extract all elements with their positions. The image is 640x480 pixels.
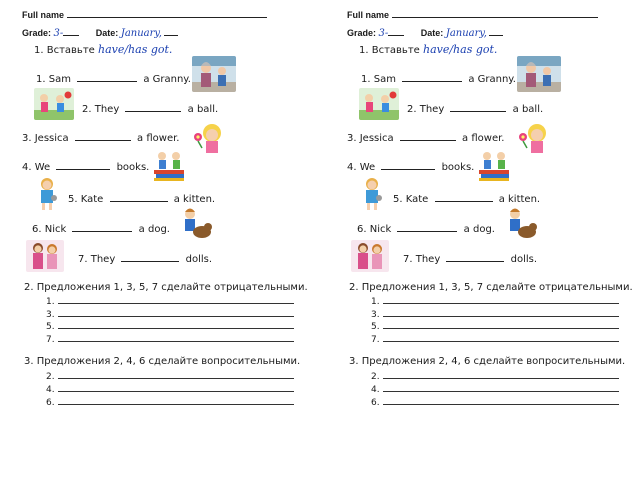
task2-item: [371, 320, 619, 332]
sentence-subject: Sam: [48, 74, 71, 85]
sentence-num: 7.: [78, 254, 88, 265]
sentence-subject: We: [34, 162, 51, 173]
grade-blank[interactable]: [388, 26, 404, 36]
girls-with-dolls-picture: [351, 240, 389, 272]
sentence-num: 2.: [407, 104, 417, 115]
sentence-subject: Sam: [373, 74, 396, 85]
answer-line[interactable]: [58, 295, 294, 304]
sentence-num: 4.: [22, 162, 32, 173]
task2-item: [46, 333, 294, 345]
grade-label: Grade:: [347, 28, 377, 38]
task2-item: [46, 308, 294, 320]
answer-blank[interactable]: [450, 102, 506, 112]
sentence-num: 3.: [347, 133, 357, 144]
date-blank[interactable]: [164, 26, 178, 36]
item-num: 6.: [371, 398, 380, 408]
answer-line[interactable]: [383, 370, 619, 379]
answer-blank[interactable]: [121, 252, 179, 262]
sentence-num: 5.: [393, 194, 403, 205]
sentence-5: [68, 192, 215, 205]
item-num: 1.: [371, 297, 380, 307]
task3-item: [371, 396, 619, 408]
full-name-row: [22, 8, 267, 20]
granny-picture: [517, 56, 561, 92]
girl-with-flower-picture: [190, 120, 230, 156]
date-label: Date:: [420, 28, 444, 38]
item-num: 4.: [371, 385, 380, 395]
grade-row: [347, 26, 503, 39]
sentence-num: 6.: [32, 224, 42, 235]
sentence-end: a flower.: [137, 133, 180, 144]
sentence-subject: Jessica: [359, 133, 394, 144]
task3-item: [371, 370, 619, 382]
item-num: 3.: [371, 310, 380, 320]
sentence-5: [393, 192, 540, 205]
grade-value: 3-: [378, 28, 389, 39]
answer-blank[interactable]: [402, 72, 462, 82]
answer-blank[interactable]: [56, 160, 110, 170]
sentence-3: [347, 131, 504, 144]
answer-blank[interactable]: [446, 252, 504, 262]
date-value: January,: [445, 28, 487, 39]
children-with-books-picture: [150, 148, 188, 182]
full-name-label: Full name: [347, 10, 390, 20]
sentence-7: [403, 252, 537, 265]
sentence-end: a kitten.: [173, 194, 216, 205]
item-num: 7.: [371, 335, 380, 345]
item-num: 5.: [371, 322, 380, 332]
item-num: 2.: [46, 372, 55, 382]
grade-blank[interactable]: [63, 26, 79, 36]
sentence-end: a Granny.: [143, 74, 191, 85]
date-label: Date:: [95, 28, 119, 38]
grade-row: [22, 26, 178, 39]
item-num: 4.: [46, 385, 55, 395]
full-name-label: Full name: [22, 10, 65, 20]
answer-blank[interactable]: [381, 160, 435, 170]
sentence-3: [22, 131, 179, 144]
answer-blank[interactable]: [397, 222, 457, 232]
granny-picture: [192, 56, 236, 92]
sentence-subject: They: [90, 254, 116, 265]
sentence-num: 1.: [36, 74, 46, 85]
task2-item: [46, 295, 294, 307]
task1-title-highlight: have/has got.: [97, 43, 173, 56]
answer-line[interactable]: [58, 383, 294, 392]
sentence-end: a Granny.: [468, 74, 516, 85]
sentence-6: [32, 222, 170, 235]
item-num: 7.: [46, 335, 55, 345]
worksheet-right: [343, 0, 640, 480]
sentence-end: a dog.: [463, 224, 495, 235]
answer-line[interactable]: [58, 370, 294, 379]
sentence-subject: Kate: [405, 194, 429, 205]
task3-title: 3. Предложения 2, 4, 6 сделайте вопросительными.: [24, 356, 301, 367]
task3-item: [46, 370, 294, 382]
task3-item: [46, 396, 294, 408]
item-num: 1.: [46, 297, 55, 307]
task2-item: [46, 320, 294, 332]
answer-blank[interactable]: [110, 192, 168, 202]
answer-blank[interactable]: [435, 192, 493, 202]
full-name-blank[interactable]: [67, 8, 267, 18]
answer-blank[interactable]: [77, 72, 137, 82]
answer-line[interactable]: [383, 396, 619, 405]
boy-with-dog-picture: [178, 206, 212, 242]
task1-title-prefix: 1. Вставьте: [34, 45, 95, 56]
sentence-7: [78, 252, 212, 265]
sentence-num: 4.: [347, 162, 357, 173]
sentence-2: [407, 102, 543, 115]
sentence-end: a ball.: [512, 104, 544, 115]
sentence-subject: They: [415, 254, 441, 265]
answer-line[interactable]: [383, 383, 619, 392]
children-with-ball-picture: [34, 88, 74, 120]
answer-line[interactable]: [383, 320, 619, 329]
sentence-num: 3.: [22, 133, 32, 144]
sentence-end: dolls.: [510, 254, 538, 265]
children-with-ball-picture: [359, 88, 399, 120]
sentence-num: 7.: [403, 254, 413, 265]
full-name-blank[interactable]: [392, 8, 598, 18]
sentence-end: a dog.: [138, 224, 170, 235]
sentence-4: [22, 160, 149, 173]
task2-title: 2. Предложения 1, 3, 5, 7 сделайте отрицательными.: [24, 282, 308, 293]
task2-item: [371, 308, 619, 320]
full-name-row: [347, 8, 598, 20]
answer-line[interactable]: [383, 333, 619, 342]
sentence-4: [347, 160, 474, 173]
sentence-num: 6.: [357, 224, 367, 235]
girl-with-kitten-picture: [34, 176, 60, 212]
girls-with-dolls-picture: [26, 240, 64, 272]
sentence-subject: They: [419, 104, 445, 115]
answer-blank[interactable]: [72, 222, 132, 232]
boy-with-dog-picture: [503, 206, 537, 242]
sentence-end: books.: [441, 162, 475, 173]
answer-line[interactable]: [383, 308, 619, 317]
task1-title: [359, 43, 497, 56]
sentence-2: [82, 102, 218, 115]
grade-label: Grade:: [22, 28, 52, 38]
sentence-num: 5.: [68, 194, 78, 205]
children-with-books-picture: [475, 148, 513, 182]
task1-title-prefix: 1. Вставьте: [359, 45, 420, 56]
answer-blank[interactable]: [400, 131, 456, 141]
answer-line[interactable]: [58, 320, 294, 329]
sentence-end: dolls.: [185, 254, 213, 265]
answer-blank[interactable]: [125, 102, 181, 112]
item-num: 3.: [46, 310, 55, 320]
sentence-subject: Nick: [44, 224, 67, 235]
task3-item: [371, 383, 619, 395]
answer-line[interactable]: [383, 295, 619, 304]
date-blank[interactable]: [489, 26, 503, 36]
sentence-num: 1.: [361, 74, 371, 85]
task3-item: [46, 383, 294, 395]
task2-title: 2. Предложения 1, 3, 5, 7 сделайте отрицательными.: [349, 282, 633, 293]
task2-item: [371, 295, 619, 307]
item-num: 2.: [371, 372, 380, 382]
sentence-subject: Kate: [80, 194, 104, 205]
task3-title: 3. Предложения 2, 4, 6 сделайте вопросительными.: [349, 356, 626, 367]
answer-line[interactable]: [58, 396, 294, 405]
sentence-subject: They: [94, 104, 120, 115]
task2-item: [371, 333, 619, 345]
girl-with-flower-picture: [515, 120, 555, 156]
sentence-end: a kitten.: [498, 194, 541, 205]
answer-line[interactable]: [58, 333, 294, 342]
answer-blank[interactable]: [75, 131, 131, 141]
task1-title: [34, 43, 172, 56]
girl-with-kitten-picture: [359, 176, 385, 212]
sentence-subject: We: [359, 162, 376, 173]
sentence-end: a ball.: [187, 104, 219, 115]
sentence-1: [36, 72, 191, 85]
date-value: January,: [120, 28, 162, 39]
sentence-subject: Nick: [369, 224, 392, 235]
worksheet-left: [22, 0, 322, 480]
item-num: 6.: [46, 398, 55, 408]
sentence-num: 2.: [82, 104, 92, 115]
grade-value: 3-: [53, 28, 64, 39]
sentence-subject: Jessica: [34, 133, 69, 144]
answer-line[interactable]: [58, 308, 294, 317]
sentence-6: [357, 222, 495, 235]
sentence-end: books.: [116, 162, 150, 173]
sentence-1: [361, 72, 516, 85]
sentence-end: a flower.: [462, 133, 505, 144]
item-num: 5.: [46, 322, 55, 332]
task1-title-highlight: have/has got.: [422, 43, 498, 56]
